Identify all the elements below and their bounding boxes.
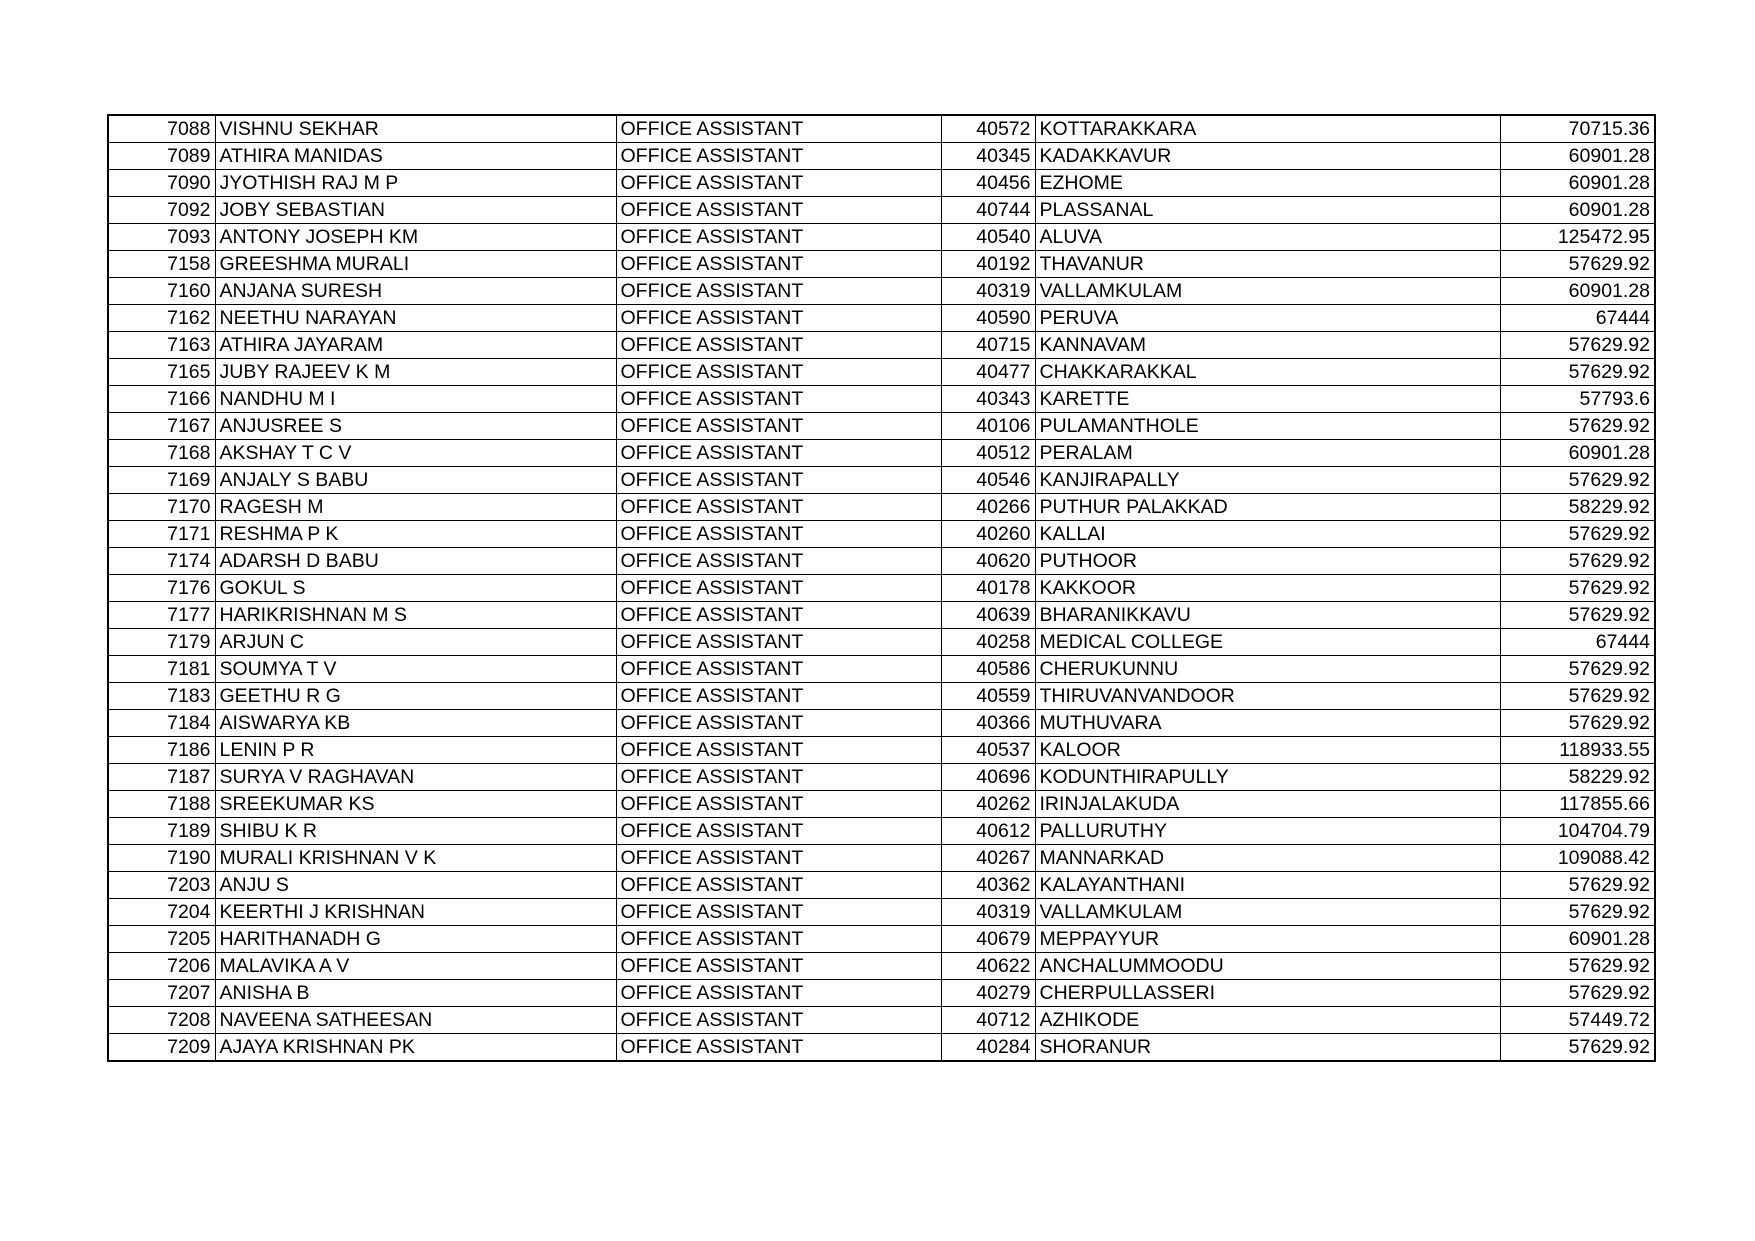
cell-office-code: 40744 <box>941 197 1035 224</box>
cell-office-name: ANCHALUMMOODU <box>1035 953 1500 980</box>
table-row <box>108 115 1655 143</box>
cell-office-name: KAKKOOR <box>1035 575 1500 602</box>
cell-office-code: 40622 <box>941 953 1035 980</box>
table-row <box>108 359 1655 386</box>
cell-office-code: 40512 <box>941 440 1035 467</box>
cell-designation: OFFICE ASSISTANT <box>616 791 941 818</box>
cell-office-name: MUTHUVARA <box>1035 710 1500 737</box>
cell-name: SURYA V RAGHAVAN <box>215 764 616 791</box>
table-row <box>108 980 1655 1007</box>
cell-amount: 57629.92 <box>1500 656 1655 683</box>
cell-designation: OFFICE ASSISTANT <box>616 359 941 386</box>
cell-amount: 104704.79 <box>1500 818 1655 845</box>
table-row <box>108 656 1655 683</box>
cell-id: 7188 <box>108 791 215 818</box>
cell-amount: 117855.66 <box>1500 791 1655 818</box>
cell-office-name: KANNAVAM <box>1035 332 1500 359</box>
cell-amount: 125472.95 <box>1500 224 1655 251</box>
cell-designation: OFFICE ASSISTANT <box>616 413 941 440</box>
cell-amount: 60901.28 <box>1500 440 1655 467</box>
table-row <box>108 629 1655 656</box>
cell-id: 7189 <box>108 818 215 845</box>
cell-amount: 70715.36 <box>1500 115 1655 143</box>
cell-amount: 67444 <box>1500 629 1655 656</box>
cell-office-name: VALLAMKULAM <box>1035 278 1500 305</box>
cell-id: 7168 <box>108 440 215 467</box>
cell-office-name: ALUVA <box>1035 224 1500 251</box>
cell-name: SOUMYA T V <box>215 656 616 683</box>
cell-office-code: 40546 <box>941 467 1035 494</box>
cell-office-name: VALLAMKULAM <box>1035 899 1500 926</box>
cell-id: 7160 <box>108 278 215 305</box>
cell-office-code: 40477 <box>941 359 1035 386</box>
cell-office-name: CHAKKARAKKAL <box>1035 359 1500 386</box>
cell-id: 7162 <box>108 305 215 332</box>
table-row <box>108 602 1655 629</box>
cell-designation: OFFICE ASSISTANT <box>616 170 941 197</box>
cell-id: 7207 <box>108 980 215 1007</box>
table-row <box>108 197 1655 224</box>
cell-amount: 57629.92 <box>1500 1034 1655 1062</box>
cell-name: NANDHU M I <box>215 386 616 413</box>
cell-amount: 58229.92 <box>1500 494 1655 521</box>
table-row <box>108 278 1655 305</box>
cell-office-code: 40192 <box>941 251 1035 278</box>
cell-amount: 58229.92 <box>1500 764 1655 791</box>
table-body <box>108 115 1655 1061</box>
cell-office-code: 40586 <box>941 656 1035 683</box>
cell-amount: 57629.92 <box>1500 548 1655 575</box>
table-row <box>108 737 1655 764</box>
cell-id: 7167 <box>108 413 215 440</box>
cell-name: GREESHMA MURALI <box>215 251 616 278</box>
cell-id: 7177 <box>108 602 215 629</box>
cell-name: AJAYA KRISHNAN PK <box>215 1034 616 1062</box>
cell-office-code: 40537 <box>941 737 1035 764</box>
cell-amount: 57793.6 <box>1500 386 1655 413</box>
cell-office-code: 40260 <box>941 521 1035 548</box>
cell-id: 7092 <box>108 197 215 224</box>
cell-id: 7203 <box>108 872 215 899</box>
cell-id: 7186 <box>108 737 215 764</box>
cell-name: JYOTHISH RAJ M P <box>215 170 616 197</box>
cell-office-code: 40319 <box>941 278 1035 305</box>
cell-office-name: EZHOME <box>1035 170 1500 197</box>
cell-designation: OFFICE ASSISTANT <box>616 305 941 332</box>
cell-name: LENIN P R <box>215 737 616 764</box>
cell-office-code: 40362 <box>941 872 1035 899</box>
cell-amount: 57629.92 <box>1500 521 1655 548</box>
cell-office-name: PULAMANTHOLE <box>1035 413 1500 440</box>
cell-amount: 57629.92 <box>1500 980 1655 1007</box>
cell-office-code: 40696 <box>941 764 1035 791</box>
cell-office-code: 40612 <box>941 818 1035 845</box>
cell-designation: OFFICE ASSISTANT <box>616 629 941 656</box>
table-row <box>108 467 1655 494</box>
cell-designation: OFFICE ASSISTANT <box>616 440 941 467</box>
table-row <box>108 251 1655 278</box>
cell-name: NAVEENA SATHEESAN <box>215 1007 616 1034</box>
cell-id: 7090 <box>108 170 215 197</box>
cell-name: GOKUL S <box>215 575 616 602</box>
table-row <box>108 305 1655 332</box>
cell-id: 7179 <box>108 629 215 656</box>
cell-office-name: THIRUVANVANDOOR <box>1035 683 1500 710</box>
cell-office-name: IRINJALAKUDA <box>1035 791 1500 818</box>
cell-name: RESHMA P K <box>215 521 616 548</box>
cell-office-code: 40456 <box>941 170 1035 197</box>
table-row <box>108 710 1655 737</box>
table-row <box>108 548 1655 575</box>
cell-id: 7209 <box>108 1034 215 1062</box>
table-row <box>108 1007 1655 1034</box>
cell-office-name: KODUNTHIRAPULLY <box>1035 764 1500 791</box>
cell-name: NEETHU NARAYAN <box>215 305 616 332</box>
cell-name: GEETHU R G <box>215 683 616 710</box>
cell-amount: 57629.92 <box>1500 359 1655 386</box>
cell-office-code: 40178 <box>941 575 1035 602</box>
cell-designation: OFFICE ASSISTANT <box>616 683 941 710</box>
cell-designation: OFFICE ASSISTANT <box>616 656 941 683</box>
cell-office-code: 40366 <box>941 710 1035 737</box>
cell-office-name: BHARANIKKAVU <box>1035 602 1500 629</box>
cell-amount: 57629.92 <box>1500 413 1655 440</box>
cell-office-name: KOTTARAKKARA <box>1035 115 1500 143</box>
cell-amount: 57629.92 <box>1500 953 1655 980</box>
cell-designation: OFFICE ASSISTANT <box>616 575 941 602</box>
table-row <box>108 845 1655 872</box>
cell-id: 7176 <box>108 575 215 602</box>
cell-designation: OFFICE ASSISTANT <box>616 1007 941 1034</box>
table-row <box>108 926 1655 953</box>
cell-office-code: 40319 <box>941 899 1035 926</box>
cell-amount: 118933.55 <box>1500 737 1655 764</box>
cell-office-name: PALLURUTHY <box>1035 818 1500 845</box>
cell-amount: 60901.28 <box>1500 170 1655 197</box>
table-row <box>108 170 1655 197</box>
cell-designation: OFFICE ASSISTANT <box>616 115 941 143</box>
cell-id: 7208 <box>108 1007 215 1034</box>
table-row <box>108 386 1655 413</box>
cell-office-name: KALLAI <box>1035 521 1500 548</box>
table-row <box>108 143 1655 170</box>
cell-designation: OFFICE ASSISTANT <box>616 872 941 899</box>
cell-office-code: 40620 <box>941 548 1035 575</box>
cell-office-name: CHERPULLASSERI <box>1035 980 1500 1007</box>
cell-id: 7158 <box>108 251 215 278</box>
cell-name: JUBY RAJEEV K M <box>215 359 616 386</box>
cell-id: 7190 <box>108 845 215 872</box>
cell-id: 7206 <box>108 953 215 980</box>
table-row <box>108 440 1655 467</box>
cell-designation: OFFICE ASSISTANT <box>616 521 941 548</box>
cell-office-name: MEPPAYYUR <box>1035 926 1500 953</box>
cell-amount: 57629.92 <box>1500 332 1655 359</box>
cell-office-name: PLASSANAL <box>1035 197 1500 224</box>
cell-amount: 67444 <box>1500 305 1655 332</box>
table-row <box>108 764 1655 791</box>
cell-id: 7205 <box>108 926 215 953</box>
cell-office-name: PUTHUR PALAKKAD <box>1035 494 1500 521</box>
cell-office-code: 40279 <box>941 980 1035 1007</box>
cell-office-code: 40262 <box>941 791 1035 818</box>
cell-id: 7184 <box>108 710 215 737</box>
cell-office-code: 40284 <box>941 1034 1035 1062</box>
cell-designation: OFFICE ASSISTANT <box>616 764 941 791</box>
cell-id: 7088 <box>108 115 215 143</box>
cell-name: ANTONY JOSEPH KM <box>215 224 616 251</box>
table-row <box>108 791 1655 818</box>
cell-amount: 109088.42 <box>1500 845 1655 872</box>
table-row <box>108 683 1655 710</box>
cell-office-name: THAVANUR <box>1035 251 1500 278</box>
cell-amount: 57629.92 <box>1500 251 1655 278</box>
cell-name: ATHIRA MANIDAS <box>215 143 616 170</box>
cell-designation: OFFICE ASSISTANT <box>616 467 941 494</box>
cell-designation: OFFICE ASSISTANT <box>616 197 941 224</box>
cell-designation: OFFICE ASSISTANT <box>616 899 941 926</box>
cell-designation: OFFICE ASSISTANT <box>616 710 941 737</box>
cell-name: ANJU S <box>215 872 616 899</box>
table-row <box>108 953 1655 980</box>
cell-id: 7165 <box>108 359 215 386</box>
table-row <box>108 575 1655 602</box>
cell-designation: OFFICE ASSISTANT <box>616 818 941 845</box>
cell-designation: OFFICE ASSISTANT <box>616 224 941 251</box>
cell-office-name: PUTHOOR <box>1035 548 1500 575</box>
cell-name: AISWARYA KB <box>215 710 616 737</box>
cell-amount: 60901.28 <box>1500 143 1655 170</box>
cell-amount: 60901.28 <box>1500 197 1655 224</box>
cell-office-code: 40715 <box>941 332 1035 359</box>
cell-office-code: 40266 <box>941 494 1035 521</box>
cell-id: 7170 <box>108 494 215 521</box>
cell-name: SHIBU K R <box>215 818 616 845</box>
cell-designation: OFFICE ASSISTANT <box>616 143 941 170</box>
cell-designation: OFFICE ASSISTANT <box>616 251 941 278</box>
cell-office-code: 40345 <box>941 143 1035 170</box>
cell-office-name: CHERUKUNNU <box>1035 656 1500 683</box>
cell-amount: 57629.92 <box>1500 602 1655 629</box>
table-row <box>108 818 1655 845</box>
cell-id: 7089 <box>108 143 215 170</box>
cell-office-name: KARETTE <box>1035 386 1500 413</box>
table-row <box>108 899 1655 926</box>
cell-office-code: 40540 <box>941 224 1035 251</box>
cell-office-code: 40639 <box>941 602 1035 629</box>
table-row <box>108 494 1655 521</box>
cell-office-name: MANNARKAD <box>1035 845 1500 872</box>
cell-name: SREEKUMAR KS <box>215 791 616 818</box>
cell-id: 7166 <box>108 386 215 413</box>
cell-amount: 57629.92 <box>1500 467 1655 494</box>
cell-id: 7171 <box>108 521 215 548</box>
cell-amount: 60901.28 <box>1500 926 1655 953</box>
cell-id: 7163 <box>108 332 215 359</box>
cell-id: 7093 <box>108 224 215 251</box>
cell-name: ARJUN C <box>215 629 616 656</box>
cell-id: 7204 <box>108 899 215 926</box>
cell-amount: 57629.92 <box>1500 683 1655 710</box>
cell-id: 7183 <box>108 683 215 710</box>
cell-office-name: SHORANUR <box>1035 1034 1500 1062</box>
table-row <box>108 872 1655 899</box>
table-row <box>108 521 1655 548</box>
cell-id: 7169 <box>108 467 215 494</box>
cell-designation: OFFICE ASSISTANT <box>616 386 941 413</box>
cell-office-code: 40106 <box>941 413 1035 440</box>
cell-designation: OFFICE ASSISTANT <box>616 494 941 521</box>
cell-name: HARIKRISHNAN M S <box>215 602 616 629</box>
cell-id: 7174 <box>108 548 215 575</box>
cell-office-code: 40572 <box>941 115 1035 143</box>
cell-amount: 57629.92 <box>1500 575 1655 602</box>
cell-office-code: 40712 <box>941 1007 1035 1034</box>
cell-designation: OFFICE ASSISTANT <box>616 926 941 953</box>
cell-name: ANJANA SURESH <box>215 278 616 305</box>
cell-name: ADARSH D BABU <box>215 548 616 575</box>
cell-office-code: 40559 <box>941 683 1035 710</box>
cell-id: 7187 <box>108 764 215 791</box>
cell-office-code: 40258 <box>941 629 1035 656</box>
cell-designation: OFFICE ASSISTANT <box>616 1034 941 1062</box>
cell-name: MURALI KRISHNAN V K <box>215 845 616 872</box>
cell-office-code: 40343 <box>941 386 1035 413</box>
cell-amount: 57629.92 <box>1500 872 1655 899</box>
cell-name: ANJUSREE S <box>215 413 616 440</box>
cell-designation: OFFICE ASSISTANT <box>616 737 941 764</box>
cell-name: ANISHA B <box>215 980 616 1007</box>
cell-name: ATHIRA JAYARAM <box>215 332 616 359</box>
cell-amount: 57629.92 <box>1500 710 1655 737</box>
cell-name: KEERTHI J KRISHNAN <box>215 899 616 926</box>
cell-amount: 60901.28 <box>1500 278 1655 305</box>
cell-name: VISHNU SEKHAR <box>215 115 616 143</box>
cell-name: MALAVIKA A V <box>215 953 616 980</box>
table-row <box>108 1034 1655 1062</box>
cell-office-name: PERUVA <box>1035 305 1500 332</box>
cell-office-name: KALOOR <box>1035 737 1500 764</box>
cell-amount: 57449.72 <box>1500 1007 1655 1034</box>
cell-id: 7181 <box>108 656 215 683</box>
cell-designation: OFFICE ASSISTANT <box>616 953 941 980</box>
cell-name: RAGESH M <box>215 494 616 521</box>
cell-name: JOBY SEBASTIAN <box>215 197 616 224</box>
cell-office-name: MEDICAL COLLEGE <box>1035 629 1500 656</box>
cell-designation: OFFICE ASSISTANT <box>616 548 941 575</box>
cell-designation: OFFICE ASSISTANT <box>616 980 941 1007</box>
table-row <box>108 224 1655 251</box>
cell-designation: OFFICE ASSISTANT <box>616 602 941 629</box>
cell-amount: 57629.92 <box>1500 899 1655 926</box>
cell-office-code: 40590 <box>941 305 1035 332</box>
cell-office-code: 40267 <box>941 845 1035 872</box>
cell-name: HARITHANADH G <box>215 926 616 953</box>
table-row <box>108 332 1655 359</box>
table-row <box>108 413 1655 440</box>
cell-designation: OFFICE ASSISTANT <box>616 278 941 305</box>
cell-office-name: KANJIRAPALLY <box>1035 467 1500 494</box>
cell-office-code: 40679 <box>941 926 1035 953</box>
cell-office-name: AZHIKODE <box>1035 1007 1500 1034</box>
cell-designation: OFFICE ASSISTANT <box>616 332 941 359</box>
cell-name: ANJALY S BABU <box>215 467 616 494</box>
cell-designation: OFFICE ASSISTANT <box>616 845 941 872</box>
cell-name: AKSHAY T C V <box>215 440 616 467</box>
cell-office-name: KALAYANTHANI <box>1035 872 1500 899</box>
cell-office-name: KADAKKAVUR <box>1035 143 1500 170</box>
cell-office-name: PERALAM <box>1035 440 1500 467</box>
data-table <box>107 114 1656 1062</box>
